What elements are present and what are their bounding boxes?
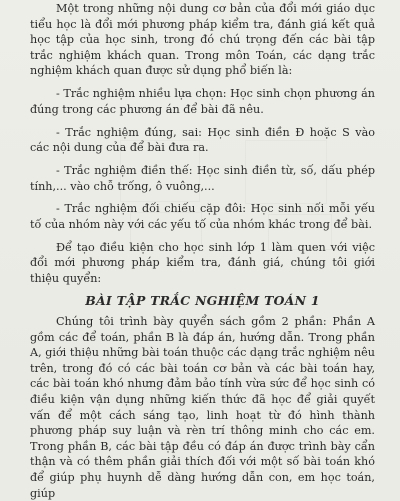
list-item-true-false: - Trắc nghiệm đúng, sai: Học sinh điền Đ hoặc S vào các nội dung của để bài đưa ra. xyxy=(30,125,375,155)
body-text xyxy=(30,1,375,501)
book-title: BÀI TẬP TRẮC NGHIỆM TOÁN 1 xyxy=(85,293,320,309)
list-item-fill-in: - Trắc nghiệm điền thế: Học sinh điền từ, số, dấu phép tính,... vào chỗ trống, ô vuông,... xyxy=(30,163,375,193)
list-item-multiple-choice: - Trắc nghiệm nhiều lựa chọn: Học sinh chọn phương án đúng trong các phương án để bài đã nêu. xyxy=(30,87,375,116)
book-structure-paragraph: Chúng tôi trình bày quyển sách gồm 2 phần: Phần A gồm các để toán, phần B là đáp án, hướng dẫn. Trong phần A, giới thiệu những bài toán thuộc các dạng trắc nghiệm nêu trên, trong đó có các bài toán cơ bản và các bài toán hay, các bài toán khó nhưng đảm bảo tính vừa sức để học sinh có điều kiện vận dụng những kiến thức đã học để giải quyết vấn để một cách sáng tạo, linh hoạt từ đó hình thành phương pháp suy luận và rèn trí thông minh cho các em. Trong phần B, các bài tập đều có đáp án được trình bày cẩn thận và có thêm phần giải thích đối với một số bài toán khó để giúp phụ huynh dễ dàng hướng dẫn con, em học toán, giúp xyxy=(30,315,375,500)
intro-book-paragraph: Để tạo điều kiện cho học sinh lớp 1 làm quen với việc đổi mới phương pháp kiểm tra, đánh giá, chúng tôi giới thiệu quyển: xyxy=(30,240,375,285)
intro-paragraph: Một trong những nội dung cơ bản của đổi mới giáo dục tiểu học là đổi mới phương pháp kiểm tra, đánh giá kết quả học tập của học sinh, trong đó chú trọng đến các bài tập trắc nghiệm khách quan. Trong môn Toán, các dạng trắc nghiệm khách quan được sử dụng phổ biến là: xyxy=(30,2,375,78)
list-item-matching: - Trắc nghiệm đối chiếu cặp đôi: Học sinh nối mỗi yếu tố của nhóm này với các yếu tố của nhóm khác trong để bài. xyxy=(30,202,375,231)
